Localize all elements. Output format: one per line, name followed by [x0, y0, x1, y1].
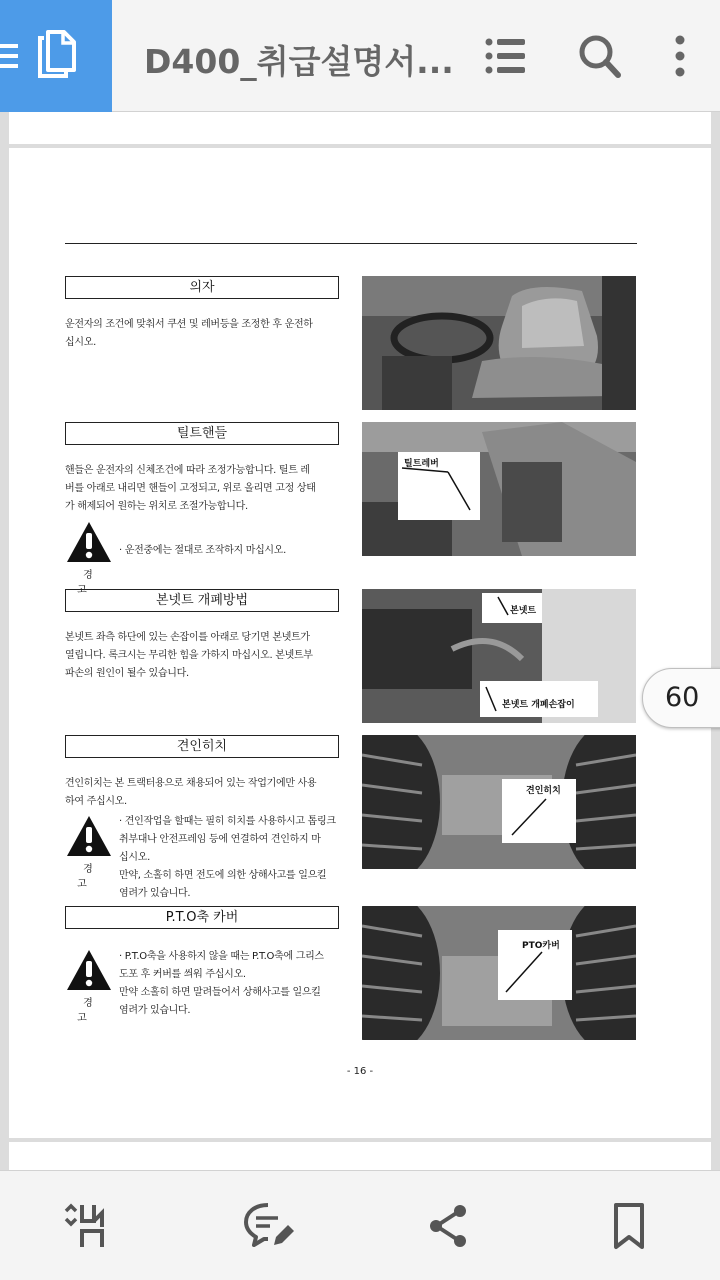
menu-icon[interactable] — [0, 36, 22, 76]
section-body-hitch: 견인히치는 본 트랙터용으로 채용되어 있는 작업기에만 사용 하여 주십시오. — [65, 778, 317, 807]
warning-icon: 경고 — [65, 520, 113, 580]
comment-edit-icon[interactable] — [244, 1201, 294, 1251]
section-body-bonnet: 본넷트 좌측 하단에 있는 손잡이를 아래로 당기면 본넷트가 열립니다. 록크시는 무리한 힘을 가하지 마십시오. 본넷트부 파손의 원인이 될수 있습니다. — [65, 632, 313, 679]
section-body-tilt-handle: 핸들은 운전자의 신체조건에 따라 조정가능합니다. 틸트 레 버를 아래로 내리면 핸들이 고정되고, 위로 올리면 고정 상태 가 해제되어 원하는 위치로 조절가능합니다. — [65, 465, 316, 512]
page-indicator-number: 60 — [665, 682, 700, 713]
warning-icon: 경고 — [65, 948, 113, 1008]
document-title: D400_취급설명서... — [144, 42, 454, 81]
list-icon[interactable] — [481, 30, 531, 82]
photo-label-bonnet-handle: 본넷트 개폐손잡이 — [502, 700, 575, 710]
share-icon[interactable] — [424, 1201, 474, 1251]
warning-text-hitch: · 견인작업을 할때는 필히 히치를 사용하시고 톱링크 취부대나 안전프레임 등에 연결하여 견인하지 마 십시오. 만약, 소홀히 하면 전도에 의한 상해사고를 일으킬 염려가 있습니다. — [119, 816, 336, 899]
photo-seat — [362, 276, 636, 410]
warning-icon: 경고 — [65, 814, 113, 874]
app-bar — [0, 0, 720, 112]
document-viewer[interactable] — [0, 112, 720, 1170]
document-page — [9, 148, 711, 1138]
nav-drawer-button[interactable] — [0, 0, 112, 112]
page-indicator-notch — [643, 669, 644, 670]
photo-label-bonnet: 본넷트 — [510, 606, 537, 616]
section-title-pto-cover: P.T.O축 카버 — [65, 906, 339, 929]
section-title-tilt-handle: 틸트핸들 — [65, 422, 339, 445]
section-title-seat: 의자 — [65, 276, 339, 299]
page-header-rule — [65, 243, 637, 244]
next-page — [9, 1142, 711, 1170]
page-number-label: - 16 - — [346, 1066, 374, 1077]
warning-text-pto-cover: · P.T.O축을 사용하지 않을 때는 P.T.O축에 그리스 도포 후 커버를 씌워 주십시오. 만약 소홀히 하면 말려들어서 상해사고를 일으킬 염려가 있습니다. — [119, 951, 324, 1016]
photo-tilt-handle — [362, 422, 636, 556]
section-title-bonnet: 본넷트 개폐방법 — [65, 589, 339, 612]
previous-page — [9, 112, 711, 144]
section-title-hitch: 견인히치 — [65, 735, 339, 758]
bottom-toolbar — [0, 1170, 720, 1280]
reflow-text-icon[interactable] — [62, 1201, 112, 1251]
photo-label-pto-cover: PTO카버 — [522, 941, 560, 951]
search-icon[interactable] — [574, 30, 624, 82]
page-indicator[interactable] — [642, 668, 720, 728]
section-body-seat: 운전자의 조건에 맞춰서 쿠션 및 레버등을 조정한 후 운전하 십시오. — [65, 319, 313, 348]
warning-text-tilt-handle: · 운전중에는 절대로 조작하지 마십시오. — [119, 545, 287, 556]
photo-hitch — [362, 735, 636, 869]
photo-label-tilt-lever: 틸트레버 — [404, 459, 439, 469]
more-vertical-icon[interactable] — [656, 30, 706, 82]
bookmark-icon[interactable] — [604, 1201, 654, 1251]
photo-label-hitch: 견인히치 — [526, 786, 561, 796]
document-copy-icon[interactable] — [36, 30, 80, 80]
photo-bonnet — [362, 589, 636, 723]
photo-pto-cover — [362, 906, 636, 1040]
